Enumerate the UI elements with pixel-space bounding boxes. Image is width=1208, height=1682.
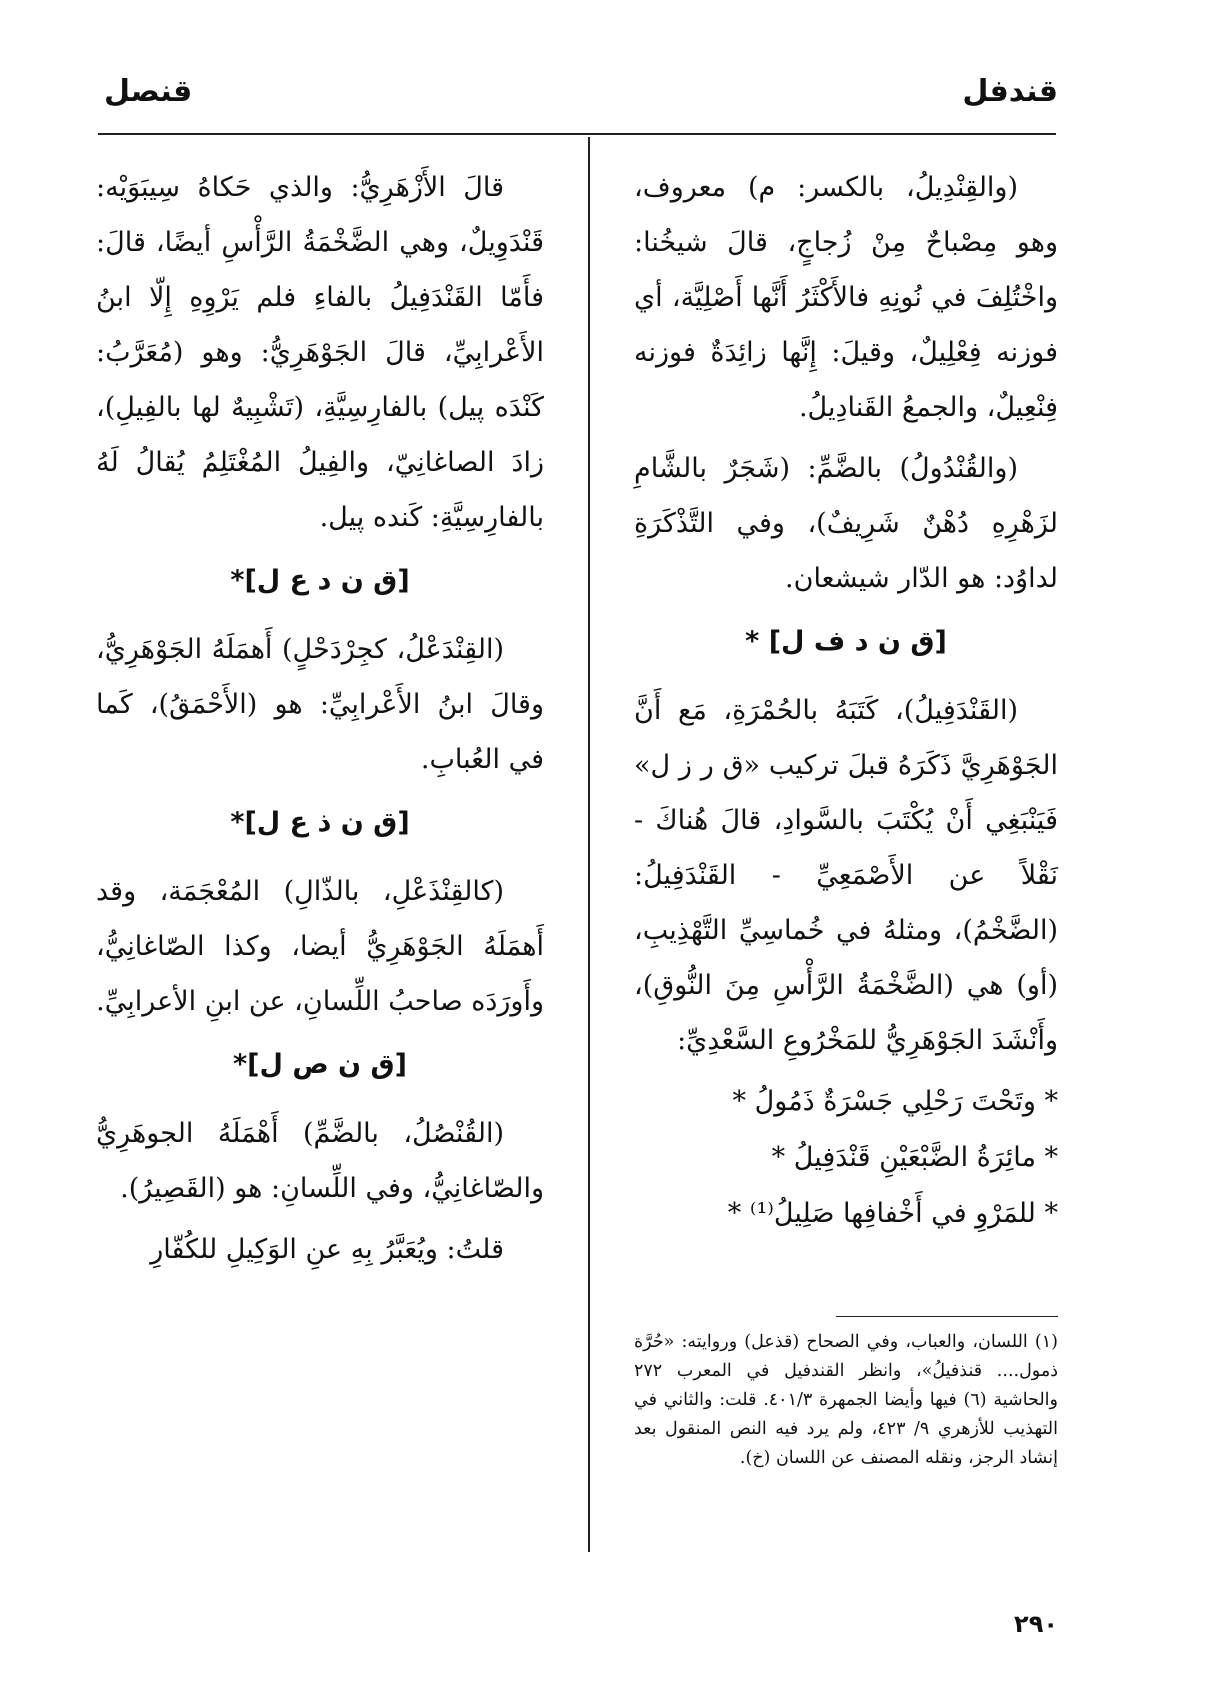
footnote-rule xyxy=(836,1316,1058,1317)
entry-heading-qndfl: [ق ن د ف ل] * xyxy=(745,626,947,657)
entry-qndfl-continued: قالَ الأَزْهَرِيُّ: والذي حَكاهُ سِيبَوَيْه: قَنْدَوِيلٌ، وهي الضَّخْمَةُ الرَّأْسِ أيضًا، قالَ: فأَمّا القَنْدَفِيلُ بالفاءِ فلم يَرْوِهِ إِلّا ابنُ الأَعْرابِيِّ، قالَ الجَوْهَرِيُّ: وهو (مُعَرَّبُ: كَنْدَه پيل) بالفارِسِيَّةِ، (تَشْبِيهٌ لها بالفِيلِ)، زادَ الصاغانِيّ، والفِيلُ المُغْتَلِمُ يُقالُ لَهُ بالفارِسِيَّةِ: كَنده پيل. xyxy=(96,172,544,533)
header-rule xyxy=(98,133,1056,135)
running-head-left: قنصل xyxy=(104,74,193,109)
right-column xyxy=(634,160,1058,1242)
page-number: ٢٩٠ xyxy=(1014,1610,1058,1638)
running-head-right: قندفل xyxy=(962,74,1058,109)
entry-qnthAl-paragraph: (كالقِنْذَعْلِ، بالذّالِ) المُعْجَمَة، وقد أَهمَلَهُ الجَوْهَرِيُّ أيضا، وكذا الصّاغانِيُّ، وأَورَدَه صاحبُ اللِّسانِ، عن ابنِ الأعرابِيِّ. xyxy=(96,876,544,1017)
footnote-1: (١) اللسان، والعباب، وفي الصحاح (قذعل) وروايته: «حُرَّة ذمول.... قنذفيلُ»، وانظر القندفيل في المعرب ٢٧٢ والحاشية (٦) فيها وأيضا الجمهرة ٤٠١/٣. قلت: والثاني في التهذيب للأزهري ٩/ ٤٢٣، ولم يرد فيه النص المنقول بعد إنشاد الرجز، ونقله المصنف عن اللسان (خ). xyxy=(634,1332,1058,1468)
left-column xyxy=(96,160,544,1283)
verse-line: * مائِرَةُ الضَّبْعَيْنِ قَنْدَفِيلُ * xyxy=(771,1142,1058,1173)
entry-qndl-paragraph: (والقِنْدِيلُ، بالكسر: م) معروف، وهو مِصْباحٌ مِنْ زُجاجٍ، قالَ شيخُنا: واخْتُلِفَ في نُونِهِ فالأَكْثَرُ أَنَّها أَصْلِيَّة، أي فوزنه فِعْلِيلٌ، وقيلَ: إِنَّها زائِدَةٌ فوزنه فِنْعِيلٌ، والجمعُ القَنادِيلُ. xyxy=(634,172,1058,423)
entry-heading-qnsl: [ق ن ص ل]* xyxy=(233,1049,407,1080)
entry-qndwl-paragraph: (والقُنْدُولُ) بالضَّمِّ: (شَجَرٌ بالشَّامِ لزَهْرِهِ دُهْنٌ شَرِيفٌ)، وفي التَّذْكَرَةِ لداوُد: هو الدّار شيشعان. xyxy=(634,453,1058,594)
entry-qndfl-paragraph: (القَنْدَفِيلُ)، كَتَبَهُ بالحُمْرَةِ، مَع أَنَّ الجَوْهَرِيَّ ذَكَرَهُ قبلَ تركيب «ق ر ز ل» فَيَنْبَغِي أَنْ يُكْتَبَ بالسَّوادِ، قالَ هُناكَ - نَقْلاً عن الأَصْمَعِيِّ - القَنْدَفِيلُ: (الضَّخْمُ)، ومثلهُ في خُماسِيِّ التَّهْذِيبِ، (أو) هي (الضَّخْمَةُ الرَّأْسِ مِنَ النُّوقِ)، وأَنْشَدَ الجَوْهَرِيُّ للمَخْرُوعِ السَّعْدِيِّ: xyxy=(634,695,1058,1056)
entry-heading-qndAl: [ق ن د ع ل]* xyxy=(230,565,410,596)
entry-heading-qnthAl: [ق ن ذ ع ل]* xyxy=(230,807,410,838)
verse-line: * للمَرْوِ في أَخْفافِها صَلِيلُ⁽¹⁾ * xyxy=(727,1198,1058,1229)
entry-qnsl-note: قلتُ: ويُعَبَّرُ بِهِ عنِ الوَكِيلِ للكُفّارِ xyxy=(150,1234,504,1265)
entry-qndAl-paragraph: (القِنْدَعْلُ، كجِرْدَحْلٍ) أَهمَلَهُ الجَوْهَرِيُّ، وقالَ ابنُ الأَعْرابِيِّ: هو (الأَحْمَقُ)، كَما في العُبابِ. xyxy=(96,634,544,775)
entry-qnsl-paragraph: (القُنْصُلُ، بالضَّمِّ) أَهْمَلَهُ الجوهَرِيُّ والصّاغانِيُّ، وفي اللِّسانِ: هو (القَصِيرُ). xyxy=(96,1118,544,1204)
column-divider xyxy=(588,137,590,1552)
footnotes xyxy=(634,1328,1058,1473)
verse-line: * وتَحْتَ رَحْلِي جَسْرَةٌ ذَمُولُ * xyxy=(732,1086,1058,1117)
